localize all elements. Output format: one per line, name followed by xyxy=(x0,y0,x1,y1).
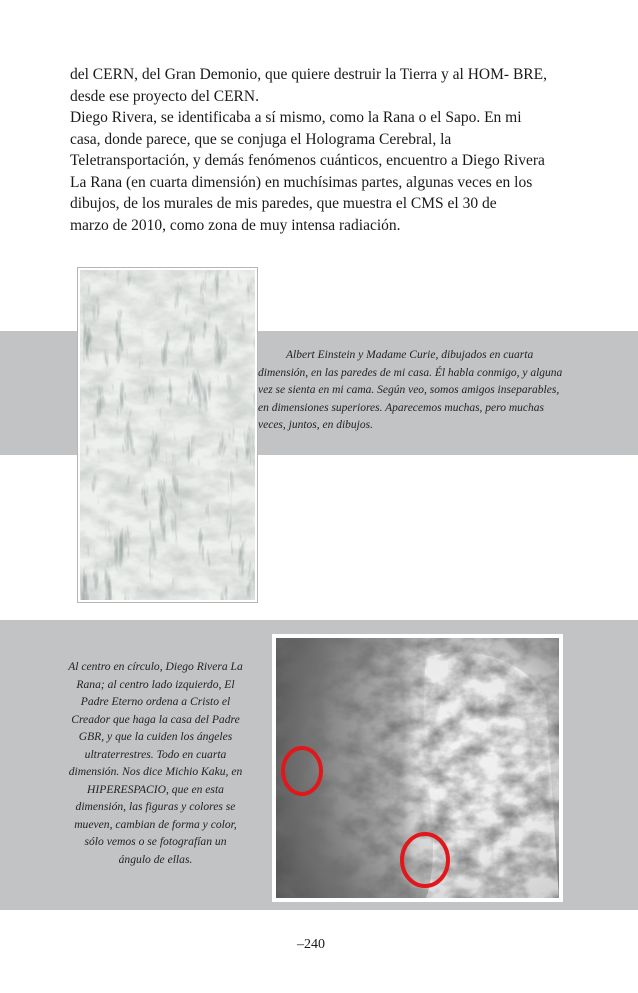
caption-line: mueven, cambian de forma y color, xyxy=(74,817,237,831)
wall-bw-image xyxy=(276,638,559,898)
caption-line: en dimensiones superiores. Aparecemos muchas, pero muchas xyxy=(258,401,544,414)
wall-photo-top xyxy=(78,268,257,602)
caption-line: Rana; al centro lado izquierdo, El xyxy=(76,677,235,691)
body-line: marzo de 2010, como zona de muy intensa radiación. xyxy=(70,216,401,234)
caption-line: Albert Einstein y Madame Curie, dibujados en cuarta xyxy=(286,349,534,361)
body-line: Diego Rivera, se identificaba a sí mismo, como la Rana o el Sapo. En mi xyxy=(70,109,522,126)
body-line: desde ese proyecto del CERN. xyxy=(70,87,259,105)
caption-bottom xyxy=(58,658,253,868)
wall-photo-bottom xyxy=(272,634,563,902)
body-line: del CERN, del Gran Demonio, que quiere destruir la Tierra y al HOM- BRE, xyxy=(70,66,547,83)
caption-line: dimensión, las figuras y colores se xyxy=(75,800,236,813)
caption-line: ultraterrestres. Todo en cuarta xyxy=(84,747,227,761)
body-text xyxy=(70,64,570,236)
wall-texture-image xyxy=(80,270,255,600)
page-number-text: –240 xyxy=(297,937,325,952)
caption-line: sólo vemos o se fotografían un xyxy=(84,835,227,848)
caption-line: Al centro en círculo, Diego Rivera La xyxy=(68,660,243,673)
caption-line: dimensión, en las paredes de mi casa. Él habla conmigo, y alguna xyxy=(258,366,563,379)
body-line: casa, donde parece, que se conjuga el Holograma Cerebral, la xyxy=(70,130,452,148)
body-line: dibujos, de los murales de mis paredes, que muestra el CMS el 30 de xyxy=(70,195,497,212)
caption-line: ángulo de ellas. xyxy=(118,852,193,866)
caption-line: dimensión. Nos dice Michio Kaku, en xyxy=(68,765,243,778)
caption-line: veces, juntos, en dibujos. xyxy=(258,419,373,431)
caption-line: Padre Eterno ordena a Cristo el xyxy=(80,695,231,708)
caption-line: GBR, y que la cuiden los ángeles xyxy=(78,730,233,743)
caption-line: vez se sienta en mi cama. Según veo, somos amigos inseparables, xyxy=(258,384,560,396)
caption-top xyxy=(258,347,576,435)
body-line: Teletransportación, y demás fenómenos cuánticos, encuentro a Diego Rivera xyxy=(70,152,545,169)
body-line: La Rana (en cuarta dimensión) en muchísimas partes, algunas veces en los xyxy=(70,173,533,191)
caption-line: Creador que haga la casa del Padre xyxy=(71,712,240,726)
caption-line: HIPERESPACIO, que en esta xyxy=(87,782,224,796)
page-number xyxy=(0,937,638,953)
